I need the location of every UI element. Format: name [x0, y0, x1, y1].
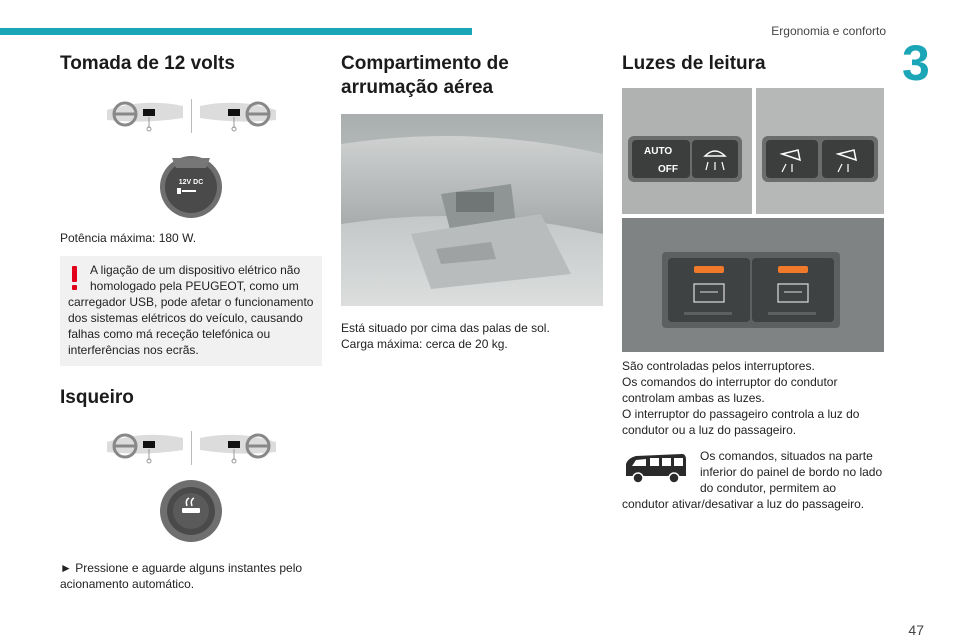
column-storage: [341, 52, 603, 352]
left-hand-drive-icon: [105, 96, 185, 136]
left-hand-drive-icon-2: [105, 428, 185, 468]
reading-lights-heading: Luzes de leitura: [622, 53, 766, 74]
lights-para-2: Os comandos do interruptor do condutor controlam ambas as luzes.: [622, 374, 838, 405]
steering-position-diagram-2: [60, 426, 322, 470]
socket-power-text: Potência máxima: 180 W.: [60, 230, 197, 245]
diagram-divider: [191, 99, 192, 133]
page-number: 47: [908, 622, 924, 638]
diagram-divider-2: [191, 431, 192, 465]
van-note-block: [622, 448, 884, 512]
switch-auto-label: AUTO: [644, 145, 673, 157]
cigarette-lighter-icon: [158, 478, 224, 544]
reading-lights-photo: [622, 88, 884, 352]
right-hand-drive-icon: [198, 96, 278, 136]
lights-para-3: O interruptor do passageiro controla a luz do condutor ou a luz do passageiro.: [622, 406, 860, 437]
lighter-heading: Isqueiro: [60, 386, 134, 408]
van-note-text: Os comandos, situados na parte inferior do painel de bordo no lado do condutor, permitem ao condutor ativar/desativar a luz do passageiro.: [622, 448, 883, 511]
storage-max-load: Carga máxima: cerca de 20 kg.: [341, 336, 508, 351]
steering-position-diagram: [60, 94, 322, 138]
section-title: Ergonomia e conforto: [771, 24, 886, 38]
storage-location-text: Está situado por cima das palas de sol.: [341, 320, 550, 335]
warning-box: [60, 256, 322, 366]
12v-socket-icon: [158, 150, 224, 220]
column-sockets: [60, 52, 322, 592]
header-accent-bar: [0, 28, 472, 35]
warning-text-first: A ligação de um dispositivo elétrico não homologado pela PEUGEOT, como um: [90, 262, 301, 293]
chapter-number: 3: [902, 35, 930, 91]
socket-heading: Tomada de 12 volts: [60, 53, 235, 74]
storage-heading: Compartimento de arrumação aérea: [341, 53, 509, 98]
van-icon: [622, 448, 688, 488]
warning-text-rest: carregador USB, pode afetar o funcionamento dos sistemas elétricos do veículo, causando falhas como má receção telefónica ou interferências nos ecrãs.: [68, 294, 314, 357]
socket-label: 12V DC: [178, 178, 204, 186]
right-hand-drive-icon-2: [198, 428, 278, 468]
storage-compartment-photo: [341, 114, 603, 306]
warning-icon: [68, 264, 82, 292]
lighter-instruction: ► Pressione e aguarde alguns instantes pelo acionamento automático.: [60, 560, 303, 591]
switch-off-label: OFF: [658, 163, 678, 175]
column-reading-lights: [622, 52, 884, 512]
lights-para-1: São controladas pelos interruptores.: [622, 358, 815, 373]
